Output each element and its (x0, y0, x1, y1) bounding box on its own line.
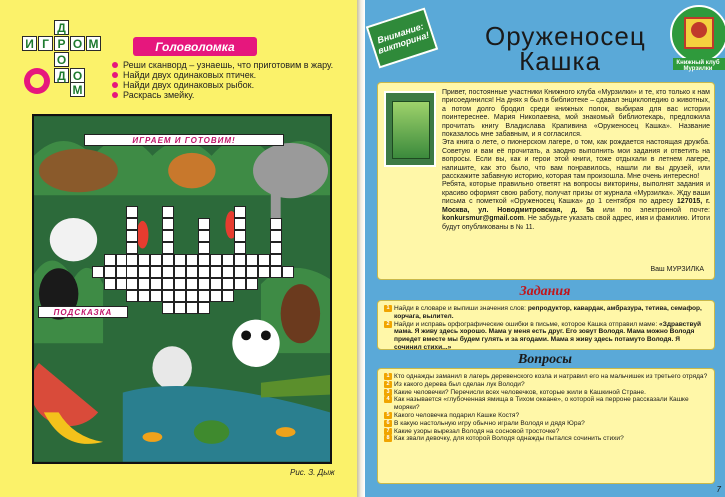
rhino-icon (39, 149, 118, 192)
logo-letter: М (86, 36, 101, 51)
tasks-panel (377, 300, 715, 350)
letter-text-span: Ребята, которые правильно ответят на вопросы викторины, выполнят задания и красиво оформят свою работу, получат призы от журнала «Мурзилка». Жду ваши письма с пометкой «Оруженосец Кашка» до 1 сентября по адресу (442, 181, 710, 206)
scanword-illustration (32, 114, 332, 464)
question-item (384, 373, 708, 381)
buffalo-icon (168, 153, 215, 189)
logo-ring-icon (24, 68, 50, 94)
question-text: Какие человечки? Перечисли всех человечков, которые жили в Кашкиной Стране. (394, 388, 646, 396)
logo-letter: Д (54, 20, 69, 35)
title-line: Оруженосец (485, 21, 646, 51)
logo-letter: И (22, 36, 37, 51)
task-letter-quote: «Здравствуй мама. Я живу здесь хорошо. Мама у меня есть друг. Его зовут Володя. Мама можно Володя приедет вместе мы будем гулять и за ягодами. Мама я живу здесь потамуто Володя. Я сочинил стихи...» (394, 320, 702, 351)
task-text: Найди и исправь орфографические ошибки в письме, которое Кашка отправил маме: (394, 320, 660, 328)
tasks-heading: Задания (519, 284, 571, 299)
question-text: Какого человечка подарил Кашке Костя? (394, 411, 520, 419)
task-words: репродуктор, кавардак, амбразура, тетива, семафор, корчага, вылител. (394, 305, 702, 320)
letter-text (442, 89, 710, 232)
question-item (384, 435, 708, 443)
logo-letter: Г (38, 36, 53, 51)
question-text: Какие узоры вырезал Володя на сосновой тросточке? (394, 427, 560, 435)
question-text: Как называется «глубоченная ямища в Тихом океане», о которой на перроне рассказали Кашке моряки? (394, 396, 689, 412)
question-text: Из какого дерева был сделан лук Володи? (394, 380, 525, 388)
title-line: Кашка (519, 46, 601, 76)
questions-list (378, 369, 714, 447)
right-page (365, 0, 725, 497)
puzzle-task: Раскрась змейку. (112, 90, 344, 100)
letter-paragraph (442, 181, 710, 231)
item-number: 7 (384, 428, 392, 435)
task-text: Найди в словаре и выпиши значения слов: (394, 305, 528, 312)
task-item (384, 321, 708, 352)
puzzle-banner: Головоломка (133, 37, 257, 56)
item-number: 1 (384, 305, 392, 312)
logo-letter: О (70, 36, 85, 51)
letter-paragraph: Привет, постоянные участники Книжного клуба «Мурзилки» и те, кто только к нам присоединился! На днях я был в библиотеке – сдавал энциклопедию о животных, а потом долго бродил среди книжных полок, выбирая для вас истории поинтереснее. Мария Николаевна, мой знакомый библиотекарь, предложила прочитать книгу Владислава Крапивина «Оруженосец Кашка». Название показалось мне забавным, и я согласился. (442, 89, 710, 139)
book-icon (392, 101, 430, 159)
letter-signature: Ваш МУРЗИЛКА (650, 266, 704, 273)
task-item (384, 305, 708, 321)
question-text: Как звали девочку, для которой Володя однажды пытался сочинить стихи? (394, 435, 624, 443)
questions-panel (377, 368, 715, 484)
email-link[interactable]: konkursmur@gmail.com (442, 215, 524, 223)
turtle-icon (194, 420, 230, 444)
item-number: 5 (384, 412, 392, 419)
logo-letter: М (70, 82, 85, 97)
question-item (384, 420, 708, 428)
panda-icon (232, 320, 279, 367)
pelican-icon (152, 346, 191, 389)
item-number: 6 (384, 420, 392, 427)
logo-letter: Д (54, 68, 69, 83)
article-title (485, 21, 646, 76)
tasks-list (378, 301, 714, 356)
question-item (384, 381, 708, 389)
item-number: 8 (384, 435, 392, 442)
illustration-credit: Рис. З. Дыж (290, 468, 335, 477)
item-number: 4 (384, 396, 392, 403)
letter-text-span: или по электронной почте: (602, 206, 710, 214)
question-text: В какую настольную игру обычно играли Володя и дядя Юра? (394, 419, 585, 427)
scanword-strip-hint: ПОДСКАЗКА (38, 306, 128, 318)
quiz-sticker: Внимание: викторина! (366, 7, 439, 68)
left-page (0, 0, 357, 497)
questions-heading: Вопросы (517, 352, 573, 367)
puzzle-task: Реши сканворд – узнаешь, что приготовим в жару. (112, 60, 344, 70)
item-number: 3 (384, 389, 392, 396)
deer-icon (281, 284, 320, 343)
book-club-badge-label: Книжный клуб Мурзилки (676, 60, 720, 72)
mail-address: 127015, г. Москва, ул. Новодмитровская, д. 5а (442, 198, 710, 214)
puzzle-task: Найди двух одинаковых рыбок. (112, 80, 344, 90)
question-item (384, 396, 708, 412)
item-number: 2 (384, 381, 392, 388)
item-number: 2 (384, 321, 392, 328)
logo-letter: О (70, 68, 85, 83)
scanword-strip-top: ИГРАЕМ И ГОТОВИМ! (84, 134, 284, 146)
letter-panel (377, 82, 715, 280)
question-text: Кто однажды заманил в лагерь деревенского козла и натравил его на мальчишек из третьего отряда? (394, 373, 708, 380)
letter-paragraph: Эта книга о лете, о пионерском лагере, о том, как рождается настоящая дружба. Советую и вам её прочитать, а заодно выполнить мои задания и ответить на вопросы. Если вы, как и герои этой книги, тоже отдыхали в летнем лагере, напишите, как это было, что вам понравилось, нашли ли вы друзей, или расскажите забавную историю, которая там произошла. Мне очень интересно! (442, 139, 710, 181)
igrodom-logo (22, 20, 100, 98)
book-cover-photo (384, 91, 436, 167)
logo-letter: О (54, 52, 69, 67)
puzzle-task: Найди двух одинаковых птичек. (112, 70, 344, 80)
tiger-icon (50, 218, 97, 261)
item-number: 1 (384, 373, 392, 380)
letter-text-span: . Не забудьте указать свой адрес, имя и фамилию. Итоги будут опубликованы в № 11. (442, 215, 710, 231)
page-number: 7 (716, 485, 721, 494)
puzzle-task-list (112, 60, 344, 100)
logo-letter: Р (54, 36, 69, 51)
page-gutter (357, 0, 365, 497)
question-item (384, 412, 708, 420)
